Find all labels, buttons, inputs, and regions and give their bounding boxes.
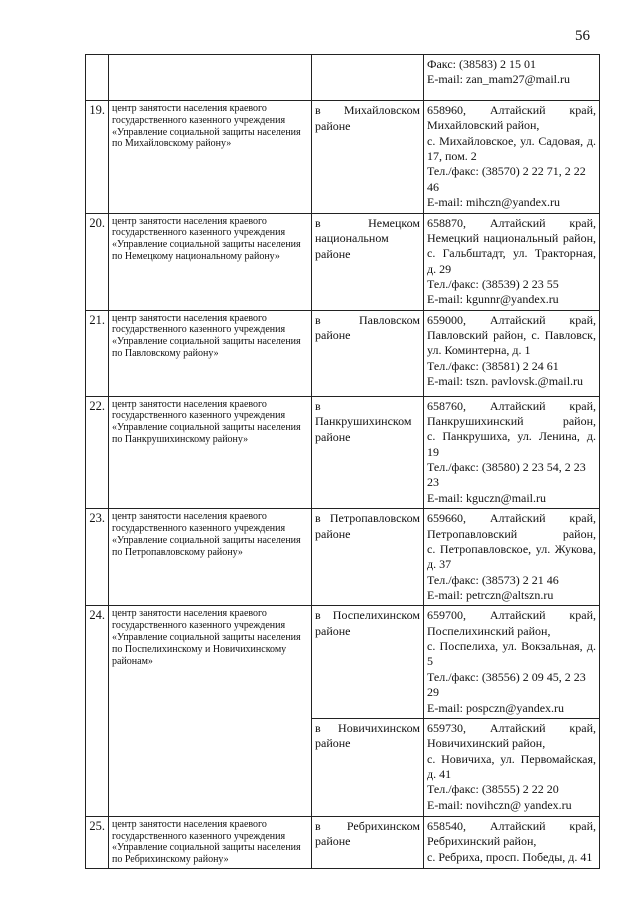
email-text: E-mail: pospczn@yandex.ru — [427, 700, 565, 715]
district-line: районе — [315, 328, 351, 343]
address-cell — [424, 606, 600, 719]
row-number: 21. — [86, 310, 109, 396]
address-line: Панкрушихинский район, — [427, 414, 596, 429]
phone-text: Тел./факс: (38573) 2 21 46 — [427, 572, 559, 587]
district-line: районе — [315, 429, 351, 444]
email-text: E-mail: tszn. pavlovsk.@mail.ru — [427, 374, 584, 389]
page-number: 56 — [575, 28, 590, 44]
address-line: с. Панкрушиха, ул. Ленина, д. — [427, 429, 596, 444]
district-line: районе — [315, 246, 351, 261]
district-line: в Ребрихинском — [315, 818, 420, 833]
organization-name: центр занятости населения краевого государственного казенного учреждения «Управление социальной защиты населения по Немецкому национальному району» — [109, 213, 312, 310]
phone-text: Тел./факс: (38570) 2 22 71, 2 22 — [427, 164, 586, 179]
address-cell — [424, 816, 600, 868]
phone-text: Тел./факс: (38555) 2 22 20 — [427, 782, 559, 797]
district-line: районе — [315, 623, 351, 638]
row-number: 25. — [86, 816, 109, 868]
address-line: д. 41 — [427, 766, 452, 781]
row-number — [86, 55, 109, 101]
address-line: 17, пом. 2 — [427, 149, 477, 164]
address-line: 658540, Алтайский край, — [427, 818, 596, 833]
phone-text: Факс: (38583) 2 15 01 — [427, 57, 536, 71]
organization-name: центр занятости населения краевого государственного казенного учреждения «Управление социальной защиты населения по Петропавловскому району» — [109, 509, 312, 606]
address-line: 19 — [427, 444, 439, 459]
address-line: Поспелихинский район, — [427, 623, 551, 638]
address-line: с. Гальбштадт, ул. Тракторная, — [427, 246, 596, 261]
district-cell — [312, 101, 424, 214]
district-cell — [312, 310, 424, 396]
email-text: E-mail: kgunnr@yandex.ru — [427, 292, 559, 307]
address-line: Петропавловский район, — [427, 526, 596, 541]
address-line: д. 37 — [427, 557, 452, 572]
district-cell — [312, 396, 424, 509]
district-line: районе — [315, 118, 351, 133]
address-cell — [424, 213, 600, 310]
district-line: в Поспелихинском — [315, 608, 420, 623]
email-text: E-mail: zan_mam27@mail.ru — [427, 72, 571, 87]
address-line: Новичихинский район, — [427, 736, 546, 751]
table-row — [86, 816, 600, 868]
address-line: 658760, Алтайский край, — [427, 398, 596, 413]
address-line: Павловский район, с. Павловск, — [427, 328, 596, 343]
table-row — [86, 310, 600, 396]
row-number: 22. — [86, 396, 109, 509]
address-line: 659000, Алтайский край, — [427, 312, 596, 327]
address-line: д. 29 — [427, 261, 452, 276]
table-row — [86, 213, 600, 310]
address-line: с. Новичиха, ул. Первомайская, — [427, 751, 596, 766]
address-line: Ребрихинский район, — [427, 834, 537, 849]
address-line: 23 — [427, 475, 439, 490]
phone-text: Тел./факс: (38556) 2 09 45, 2 23 — [427, 669, 586, 684]
row-number: 20. — [86, 213, 109, 310]
district-cell — [312, 55, 424, 101]
address-line: с. Ребриха, просп. Победы, д. 41 — [427, 849, 593, 864]
district-line: в Новичихинском — [315, 720, 420, 735]
address-line: 5 — [427, 654, 433, 669]
email-text: E-mail: petrczn@altszn.ru — [427, 587, 554, 602]
organization-name: центр занятости населения краевого государственного казенного учреждения «Управление социальной защиты населения по Ребрихинскому району» — [109, 816, 312, 868]
table-body — [86, 55, 600, 869]
table-row — [86, 55, 600, 101]
phone-text: Тел./факс: (38580) 2 23 54, 2 23 — [427, 460, 586, 475]
organization-name: центр занятости населения краевого государственного казенного учреждения «Управление социальной защиты населения по Павловскому району» — [109, 310, 312, 396]
organizations-table — [85, 54, 600, 869]
organization-name — [109, 55, 312, 101]
address-line: 29 — [427, 685, 439, 700]
district-line: в Панкрушихинском — [315, 398, 412, 429]
district-line: районе — [315, 736, 351, 751]
address-cell — [424, 101, 600, 214]
row-number: 19. — [86, 101, 109, 214]
address-cell — [424, 509, 600, 606]
address-line: с. Петропавловское, ул. Жукова, — [427, 541, 596, 556]
table-row — [86, 396, 600, 509]
organization-name: центр занятости населения краевого государственного казенного учреждения «Управление социальной защиты населения по Поспелихинскому и Новичихинскому районам» — [109, 606, 312, 817]
organization-name: центр занятости населения краевого государственного казенного учреждения «Управление социальной защиты населения по Панкрушихинскому району» — [109, 396, 312, 509]
address-cell — [424, 310, 600, 396]
district-line: в Петропавловском — [315, 511, 420, 526]
address-line: ул. Коминтерна, д. 1 — [427, 343, 531, 358]
district-line: районе — [315, 834, 351, 849]
district-line: в Михайловском — [315, 103, 420, 117]
row-number: 24. — [86, 606, 109, 817]
district-cell — [312, 509, 424, 606]
row-number: 23. — [86, 509, 109, 606]
table-row — [86, 606, 600, 719]
address-line: с. Поспелиха, ул. Вокзальная, д. — [427, 639, 596, 654]
table-row — [86, 101, 600, 214]
address-line: 658870, Алтайский край, — [427, 215, 596, 230]
address-line: 659730, Алтайский край, — [427, 720, 596, 735]
district-cell — [312, 718, 424, 816]
table-row — [86, 509, 600, 606]
address-line: Немецкий национальный район, — [427, 230, 596, 245]
email-text: E-mail: novihczn@ yandex.ru — [427, 797, 572, 812]
district-line: районе — [315, 526, 351, 541]
district-cell — [312, 816, 424, 868]
address-cell — [424, 396, 600, 509]
organization-name: центр занятости населения краевого государственного казенного учреждения «Управление социальной защиты населения по Михайловскому району» — [109, 101, 312, 214]
address-line: с. Михайловское, ул. Садовая, д. — [427, 133, 596, 148]
phone-text: Тел./факс: (38539) 2 23 55 — [427, 276, 559, 291]
district-cell — [312, 213, 424, 310]
address-cell — [424, 718, 600, 816]
district-line: в Павловском — [315, 312, 420, 327]
district-line: национальном — [315, 231, 389, 246]
address-line: 659700, Алтайский край, — [427, 608, 596, 623]
email-text: E-mail: mihczn@yandex.ru — [427, 195, 561, 210]
address-line: Михайловский район, — [427, 118, 540, 133]
district-line: в Немецком — [315, 215, 420, 230]
email-text: E-mail: kguczn@mail.ru — [427, 490, 547, 505]
phone-text: Тел./факс: (38581) 2 24 61 — [427, 358, 559, 373]
address-line: 658960, Алтайский край, — [427, 103, 596, 117]
address-cell — [424, 55, 600, 101]
address-line: 46 — [427, 179, 439, 194]
district-cell — [312, 606, 424, 719]
address-line: 659660, Алтайский край, — [427, 511, 596, 526]
